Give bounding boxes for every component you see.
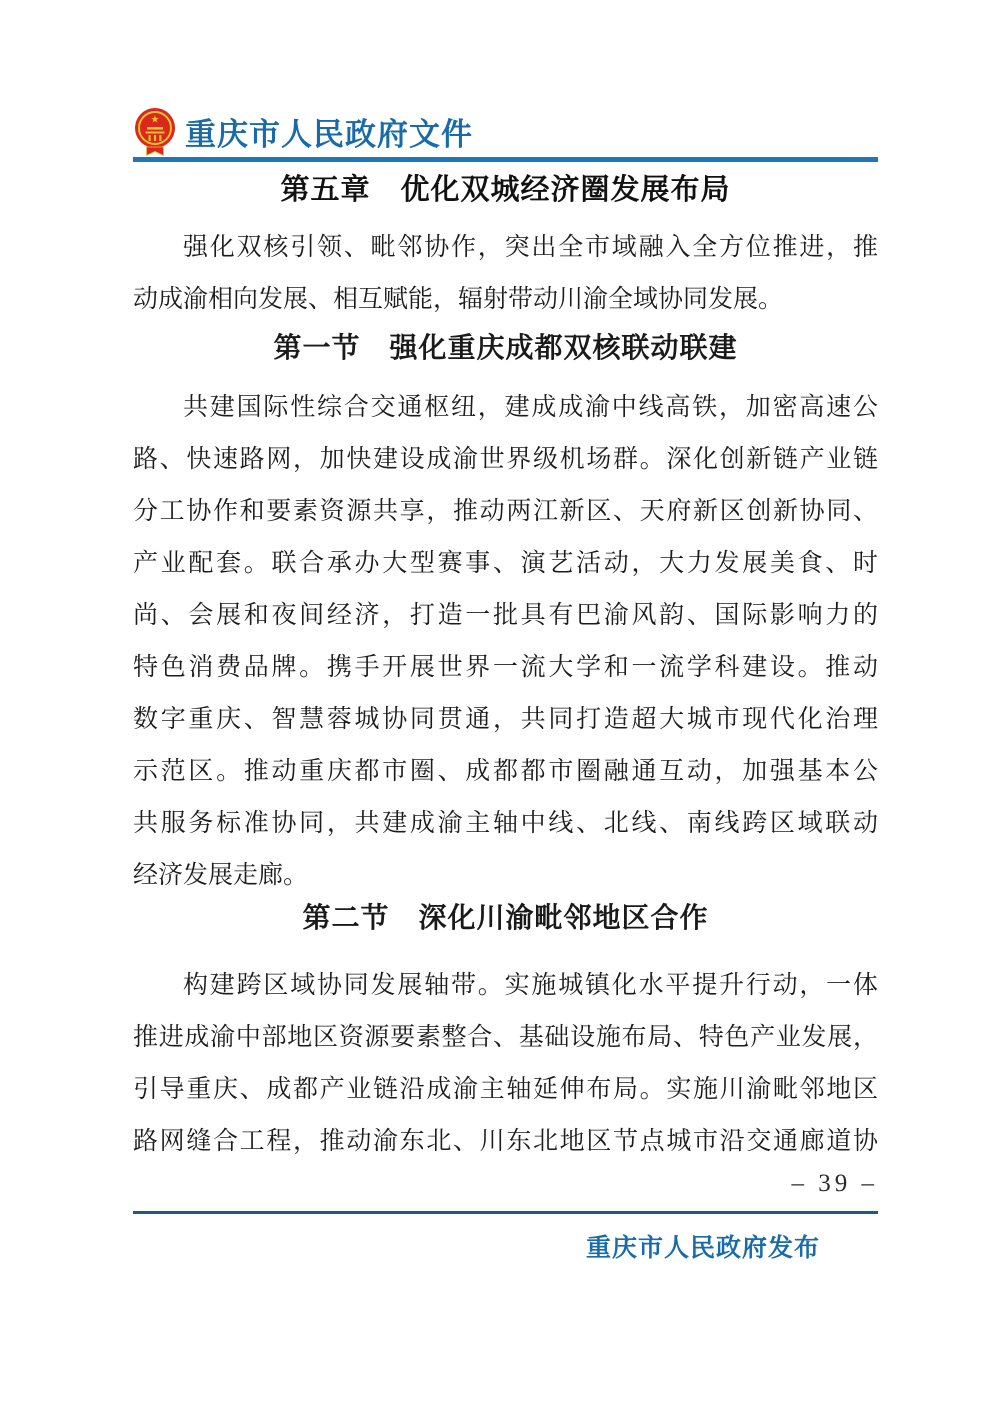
body-line: 共建国际性综合交通枢纽，建成成渝中线高铁，加密高速公 — [183, 394, 878, 421]
body-line: 特色消费品牌。携手开展世界一流大学和一流学科建设。推动 — [133, 654, 878, 681]
body-line: 经济发展走廊。 — [133, 862, 309, 889]
body-line: 推进成渝中部地区资源要素整合、基础设施布局、特色产业发展， — [133, 1024, 878, 1051]
header-title: 重庆市人民政府文件 — [185, 116, 473, 152]
body-line: 路、快速路网，加快建设成渝世界级机场群。深化创新链产业链 — [133, 446, 878, 473]
header-rule — [133, 157, 878, 162]
footer-publisher: 重庆市人民政府发布 — [585, 1234, 820, 1262]
body-line: 数字重庆、智慧蓉城协同贯通，共同打造超大城市现代化治理 — [133, 706, 878, 733]
body-line: 共服务标准协同，共建成渝主轴中线、北线、南线跨区域联动 — [133, 810, 878, 837]
body-line: 动成渝相向发展、相互赋能，辐射带动川渝全域协同发展。 — [133, 286, 784, 313]
section-title-2: 第二节 深化川渝毗邻地区合作 — [302, 903, 709, 934]
page-number: – 39 – — [791, 1170, 878, 1197]
paragraph-3 — [133, 960, 878, 1168]
body-line: 构建跨区域协同发展轴带。实施城镇化水平提升行动，一体 — [183, 972, 878, 999]
svg-text:★: ★ — [150, 114, 160, 126]
chapter-title: 第五章 优化双城经济圈发展布局 — [280, 174, 731, 206]
footer-rule — [133, 1211, 878, 1214]
national-emblem-icon — [133, 106, 177, 156]
section-title-1: 第一节 强化重庆成都双核联动联建 — [273, 333, 738, 364]
body-line: 引导重庆、成都产业链沿成渝主轴延伸布局。实施川渝毗邻地区 — [133, 1076, 878, 1103]
body-line: 示范区。推动重庆都市圈、成都都市圈融通互动，加强基本公 — [133, 758, 878, 785]
body-line: 分工协作和要素资源共享，推动两江新区、天府新区创新协同、 — [133, 498, 878, 525]
paragraph-2 — [133, 382, 878, 902]
paragraph-1 — [133, 222, 878, 326]
body-line: 产业配套。联合承办大型赛事、演艺活动，大力发展美食、时 — [133, 550, 878, 577]
body-line: 尚、会展和夜间经济，打造一批具有巴渝风韵、国际影响力的 — [133, 602, 878, 629]
body-line: 路网缝合工程，推动渝东北、川东北地区节点城市沿交通廊道协 — [133, 1128, 878, 1155]
body-line: 强化双核引领、毗邻协作，突出全市域融入全方位推进，推 — [183, 234, 878, 261]
header-bar — [133, 106, 878, 156]
